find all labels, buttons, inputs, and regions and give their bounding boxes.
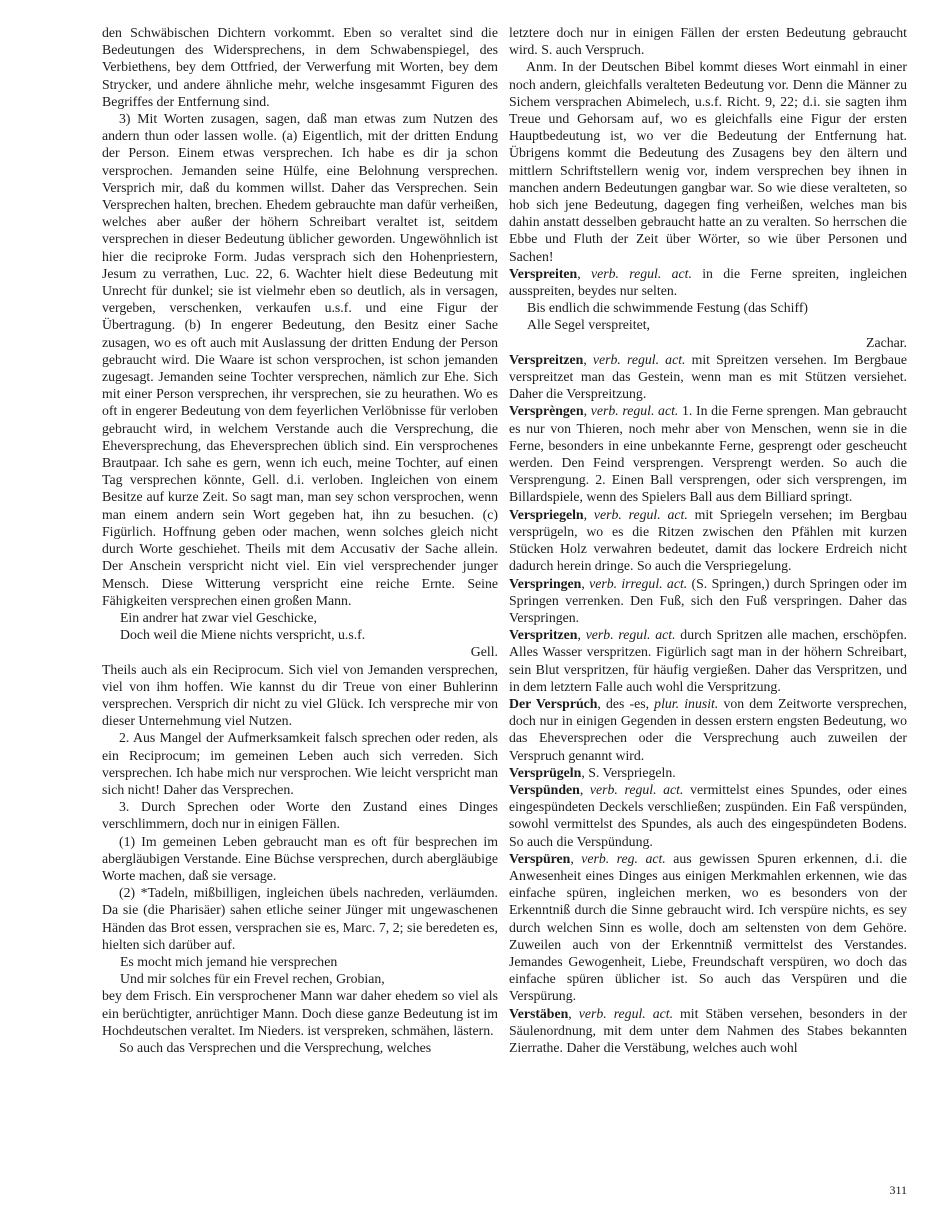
text-run: Theils auch als ein Reciprocum. Sich viel von Jemanden versprechen, viel von ihm hoffen. Wie kannst du dir Treue von einer Buhlerinn versprechen. Versprich dir nicht zu viel Glück. Ich verspreche mir von dieser Unternehmung viel Nutzen.: [102, 661, 498, 729]
dictionary-entry: [509, 1005, 907, 1057]
text-run: , S. Verspriegeln.: [581, 764, 676, 780]
paragraph: [102, 729, 498, 798]
dictionary-entry: [509, 402, 907, 505]
text-run: ,: [583, 403, 591, 419]
grammar-label: verb. irregul. act.: [589, 575, 688, 591]
grammar-label: verb. regul. act.: [593, 506, 688, 522]
text-run: Bis endlich die schwimmende Festung (das Schiff): [527, 300, 809, 316]
paragraph: [509, 24, 907, 58]
text-column-left: [102, 24, 498, 1056]
text-run: vermittelst eines Spundes, oder eines eingespündeten Deckels verschließen; zuspünden. Ein Faß verspünden, sowohl vermittelst des Spundes, als auch des eingespündeten Bodens. So auch die Verspündung.: [509, 781, 907, 849]
dictionary-entry: [509, 695, 907, 764]
text-run: bey dem Frisch. Ein versprochener Mann war daher ehedem so viel als ein berüchtigter, anrüchtiger Mann. Doch diese ganze Bedeutung ist im Hochdeutschen veraltet. Im Nieders. ist verspreken, schmähen, lästern.: [102, 988, 498, 1038]
text-run: ,: [579, 781, 590, 797]
text-run: aus gewissen Spuren erkennen, d.i. die Anwesenheit eines Dinges aus einigen Merkmahlen erkennen, wie das einfache spüren, ingleichen merken, wo es besonders von der Erkenntniß durch die Sinne gebraucht wird. Ich verspüre nichts, es sey durch welchen Sinn es wolle, doch am seltensten von dem Gehöre. Zuweilen auch von der Erkenntniß vermittelst des Verstandes. Jemandes Gewogenheit, Liebe, Freundschaft verspüren, wo doch das einfache spüren üblicher ist. So auch das Verspüren und die Verspürung.: [509, 850, 907, 1004]
text-run: 2. Aus Mangel der Aufmerksamkeit falsch sprechen oder reden, als ein Reciprocum; im gemeinen Leben auch sich verreden. Sich versprechen. Ich habe mich nur versprochen. Wie leicht verspricht man sich nicht! Daher das Versprechen.: [102, 730, 498, 797]
text-run: 1. In die Ferne sprengen. Man gebraucht es nur von Thieren, noch mehr aber von Menschen, wenn sie in die Ferne, besonders in eine unbekannte Ferne, gesprengt oder gescheucht werden. Den Feind versprengen. Versprengt werden. So auch die Versprengung. 2. Einen Ball versprengen, oder sich versprengen, im Billardspiele, wenn des Spielers Ball aus dem Billiard springt.: [509, 403, 907, 505]
text-run: ,: [583, 351, 593, 367]
grammar-label: plur. inusit.: [654, 695, 719, 711]
page-number: 311: [889, 1183, 907, 1197]
text-run: (1) Im gemeinen Leben gebraucht man es oft für besprechen im abergläubigen Verstande. Eine Büchse versprechen, durch abergläubige Worte machen, daß sie versage.: [102, 833, 498, 883]
paragraph: [102, 884, 498, 953]
text-run: den Schwäbischen Dichtern vorkommt. Eben so veraltet sind die Bedeutungen des Widersprechens, in dem Schwabenspiegel, des Verbiethens, bey dem Ottfried, der Verwerfung mit Worten, bey dem Strycker, und andere ähnliche mehr, welche insgesammt Figuren des Begriffes der Entfernung sind.: [102, 25, 498, 109]
dictionary-entry: [509, 506, 907, 575]
attribution: [102, 643, 498, 660]
text-run: mit Stäben versehen, besonders in der Säulenordnung, mit dem unter dem Nahmen des Stabes bekannten Zierrathe. Daher die Verstäbung, welches auch wohl: [509, 1005, 907, 1055]
dictionary-entry: [509, 351, 907, 403]
grammar-label: verb. regul. act.: [590, 265, 692, 281]
text-run: in die Ferne spreiten, ingleichen ausspreiten, beydes nur selten.: [509, 265, 907, 299]
grammar-label: verb. regul. act.: [585, 627, 676, 643]
grammar-label: verb. regul. act.: [589, 781, 684, 797]
text-run: (2) *Tadeln, mißbilligen, ingleichen übels nachreden, verläumden. Da sie (die Pharisäer) sahen etliche seiner Jünger mit ungewaschenen Händen das Brot essen, versprachen sie es, Marc. 7, 2; sie beredeten es, hielten sich darüber auf.: [102, 885, 498, 952]
entry-headword: Verspreitzen: [509, 351, 584, 367]
text-run: Zachar.: [866, 334, 907, 350]
verse-line: [509, 299, 907, 316]
text-run: mit Spreitzen versehen. Im Bergbaue verspreitzet man das Gestein, wenn man es mit Stützen versiehet. Daher die Verspreitzung.: [509, 351, 908, 402]
verse-line: [102, 970, 498, 987]
text-run: letztere doch nur in einigen Fällen der ersten Bedeutung gebraucht wird. S. auch Verspruch.: [509, 25, 907, 58]
dictionary-entry: [509, 850, 907, 1005]
paragraph: [102, 833, 498, 885]
entry-headword: Der Versprúch: [509, 695, 598, 711]
text-run: Anm. In der Deutschen Bibel kommt dieses Wort einmahl in einer noch andern, gleichfalls veralteten Bedeutung vor. Denn die Männer zu Sichem versprachen Abimelech, u.s.f. Richt. 9, 22; d.i. sie sagten ihm Treue und Gehorsam auf, wo es gleichfalls eine Figur der ersten Hauptbedeutung ist, wo ver die Bedeutung der Entfernung hat. Übrigens kommt die Bedeutung des Zusagens bey den ältern und mittlern Schriftstellern wenig vor, indem versprechen bey ihnen in manchen andern Bedeutungen gangbar war. So wie diese veralteten, so hob sich jene Bedeutung, dagegen fing verheißen, welches man bis dahin anstatt desselben gebraucht hatte an zu veralten. So herrschen die Ebbe und Fluth der Zeit über Wörter, so wie über Personen und Sachen!: [509, 59, 907, 264]
text-run: Doch weil die Miene nichts verspricht, u.s.f.: [120, 627, 366, 643]
dictionary-entry: [509, 764, 907, 781]
text-column-right: [509, 24, 907, 1056]
dictionary-entry: [509, 575, 907, 627]
verse-line: [509, 316, 907, 333]
grammar-label: verb. regul. act.: [592, 351, 686, 367]
text-run: Alle Segel verspreitet,: [527, 317, 650, 333]
entry-headword: Verspreiten: [509, 265, 578, 281]
paragraph: [102, 110, 498, 609]
entry-headword: Versprèngen: [509, 403, 584, 419]
text-run: Gell.: [470, 644, 498, 660]
text-run: , des -es,: [597, 695, 655, 711]
text-run: ,: [577, 627, 586, 643]
paragraph: [102, 987, 498, 1039]
entry-headword: Verstäben: [509, 1005, 569, 1021]
text-run: ,: [568, 1005, 579, 1021]
text-run: So auch das Versprechen und die Versprechung, welches: [119, 1039, 432, 1055]
paragraph: [102, 798, 498, 832]
paragraph: [102, 1039, 498, 1056]
entry-headword: Verspüren: [509, 850, 571, 866]
text-run: 3. Durch Sprechen oder Worte den Zustand eines Dinges verschlimmern, doch nur in einigen Fällen.: [102, 799, 498, 832]
verse-line: [102, 953, 498, 970]
entry-headword: Verspünden: [509, 781, 580, 797]
entry-headword: Verspriegeln: [509, 506, 584, 522]
verse-line: [102, 626, 498, 643]
text-run: ,: [583, 506, 594, 522]
grammar-label: verb. reg. act.: [581, 850, 666, 866]
text-run: 3) Mit Worten zusagen, sagen, daß man etwas zum Nutzen des andern thun oder lassen wolle. (a) Eigentlich, mit der dritten Endung der Person. Einem etwas versprechen. Ich habe es dir ja schon versprochen. Jemanden seine Hülfe, eine Belohnung versprechen. Versprich mir, daß du kommen willst. Daher das Versprechen. Sein Versprechen halten, brechen. Ehedem gebrauchte man dafür verheißen, welches aber außer der höhern Schreibart veraltet ist, seitdem versprechen in dieser Bedeutung üblicher geworden. Ungewöhnlich ist hier die reciproke Form. Judas versprach sich den Hohenpriestern, Jesum zu verrathen, Luc. 22, 6. Wachter hielt diese Bedeutung mit Unrecht für dunkel; sie ist vielmehr eben so deutlich, als in versagen, vergeben, verschenken, verkaufen u.s.f. und eine Figur der Übertragung. (b) In engerer Bedeutung, den Besitz einer Sache zusagen, wo es oft auch mit Auslassung der dritten Endung der Person gebraucht wird. Die Waare ist schon versprochen, ist schon jemanden zugesagt. Jemanden seine Tochter versprechen, nämlich zur Ehe. Sich mit einer Person versprechen, ihr versprechen, sie zu heurathen. Wo es oft in engerer Bedeutung von dem feyerlichen Verlöbnisse für verloben gebraucht wird, in welchem Verstande auch die Versprechung, die Eheversprechung, das Eheversprechen üblich sind. Ein versprochenes Brautpaar. Ich sahe es gern, wenn ich euch, meine Tochter, auf einen Tag versprechen könnte, Gell. d.i. verloben. Ingleichen von einem Besitze auf kurze Zeit. So sagt man, man sey schon versprochen, wenn man einem andern sein Wort gegeben hat, ihn zu besuchen. (c) Figürlich. Hoffnung geben oder machen, wenn solches gleich nicht durch Worte geschiehet. Theils mit dem Accusativ der Sache allein. Der Anschein verspricht nicht viel. Ein viel versprechender junger Mensch. Diese Witterung verspricht eine reiche Ernte. Seine Fähigkeiten versprechen einen großen Mann.: [102, 111, 498, 608]
entry-headword: Versprügeln: [509, 764, 582, 780]
dictionary-entry: [509, 626, 907, 695]
text-run: ,: [581, 575, 590, 591]
text-run: von dem Zeitworte versprechen, doch nur in einigen Gegenden in dessen erstern engsten Bedeutung, wo das Eheversprechen oder die Versprechung auch zuweilen der Verspruch genannt wird.: [509, 695, 907, 763]
text-run: Es mocht mich jemand hie versprechen: [120, 953, 338, 969]
paragraph: [102, 24, 498, 110]
grammar-label: verb. regul. act.: [590, 403, 679, 419]
attribution: [509, 334, 907, 351]
paragraph: [102, 661, 498, 730]
dictionary-entry: [509, 265, 907, 299]
verse-line: [102, 609, 498, 626]
grammar-label: verb. regul. act.: [578, 1005, 674, 1021]
text-run: durch Spritzen alle machen, erschöpfen. Alles Wasser verspritzen. Figürlich sagt man in der höhern Schreibart, sein Blut verspritzen, für häufig vergießen. Daher das Verspritzen, und in dem letztern Falle auch wohl die Verspritzung.: [509, 627, 907, 694]
text-run: mit Spriegeln versehen; im Bergbau versprügeln, wo es die Ritzen zwischen den Pfählen mit kurzen Stücken Holz verwahren bedeutet, damit das lockere Erdreich nicht dadurch herein dringe. So auch die Verspriegelung.: [509, 506, 907, 574]
text-run: ,: [570, 850, 582, 866]
dictionary-entry: [509, 781, 907, 850]
entry-headword: Verspritzen: [509, 627, 578, 643]
text-run: Ein andrer hat zwar viel Geschicke,: [120, 609, 317, 625]
text-run: (S. Springen,) durch Springen oder im Springen verrenken. Den Fuß, sich den Fuß verspringen. Daher das Verspringen.: [509, 575, 907, 625]
text-run: ,: [577, 265, 591, 281]
text-run: Und mir solches für ein Frevel rechen, Grobian,: [120, 971, 385, 987]
paragraph: [509, 58, 907, 264]
entry-headword: Verspringen: [509, 575, 582, 591]
